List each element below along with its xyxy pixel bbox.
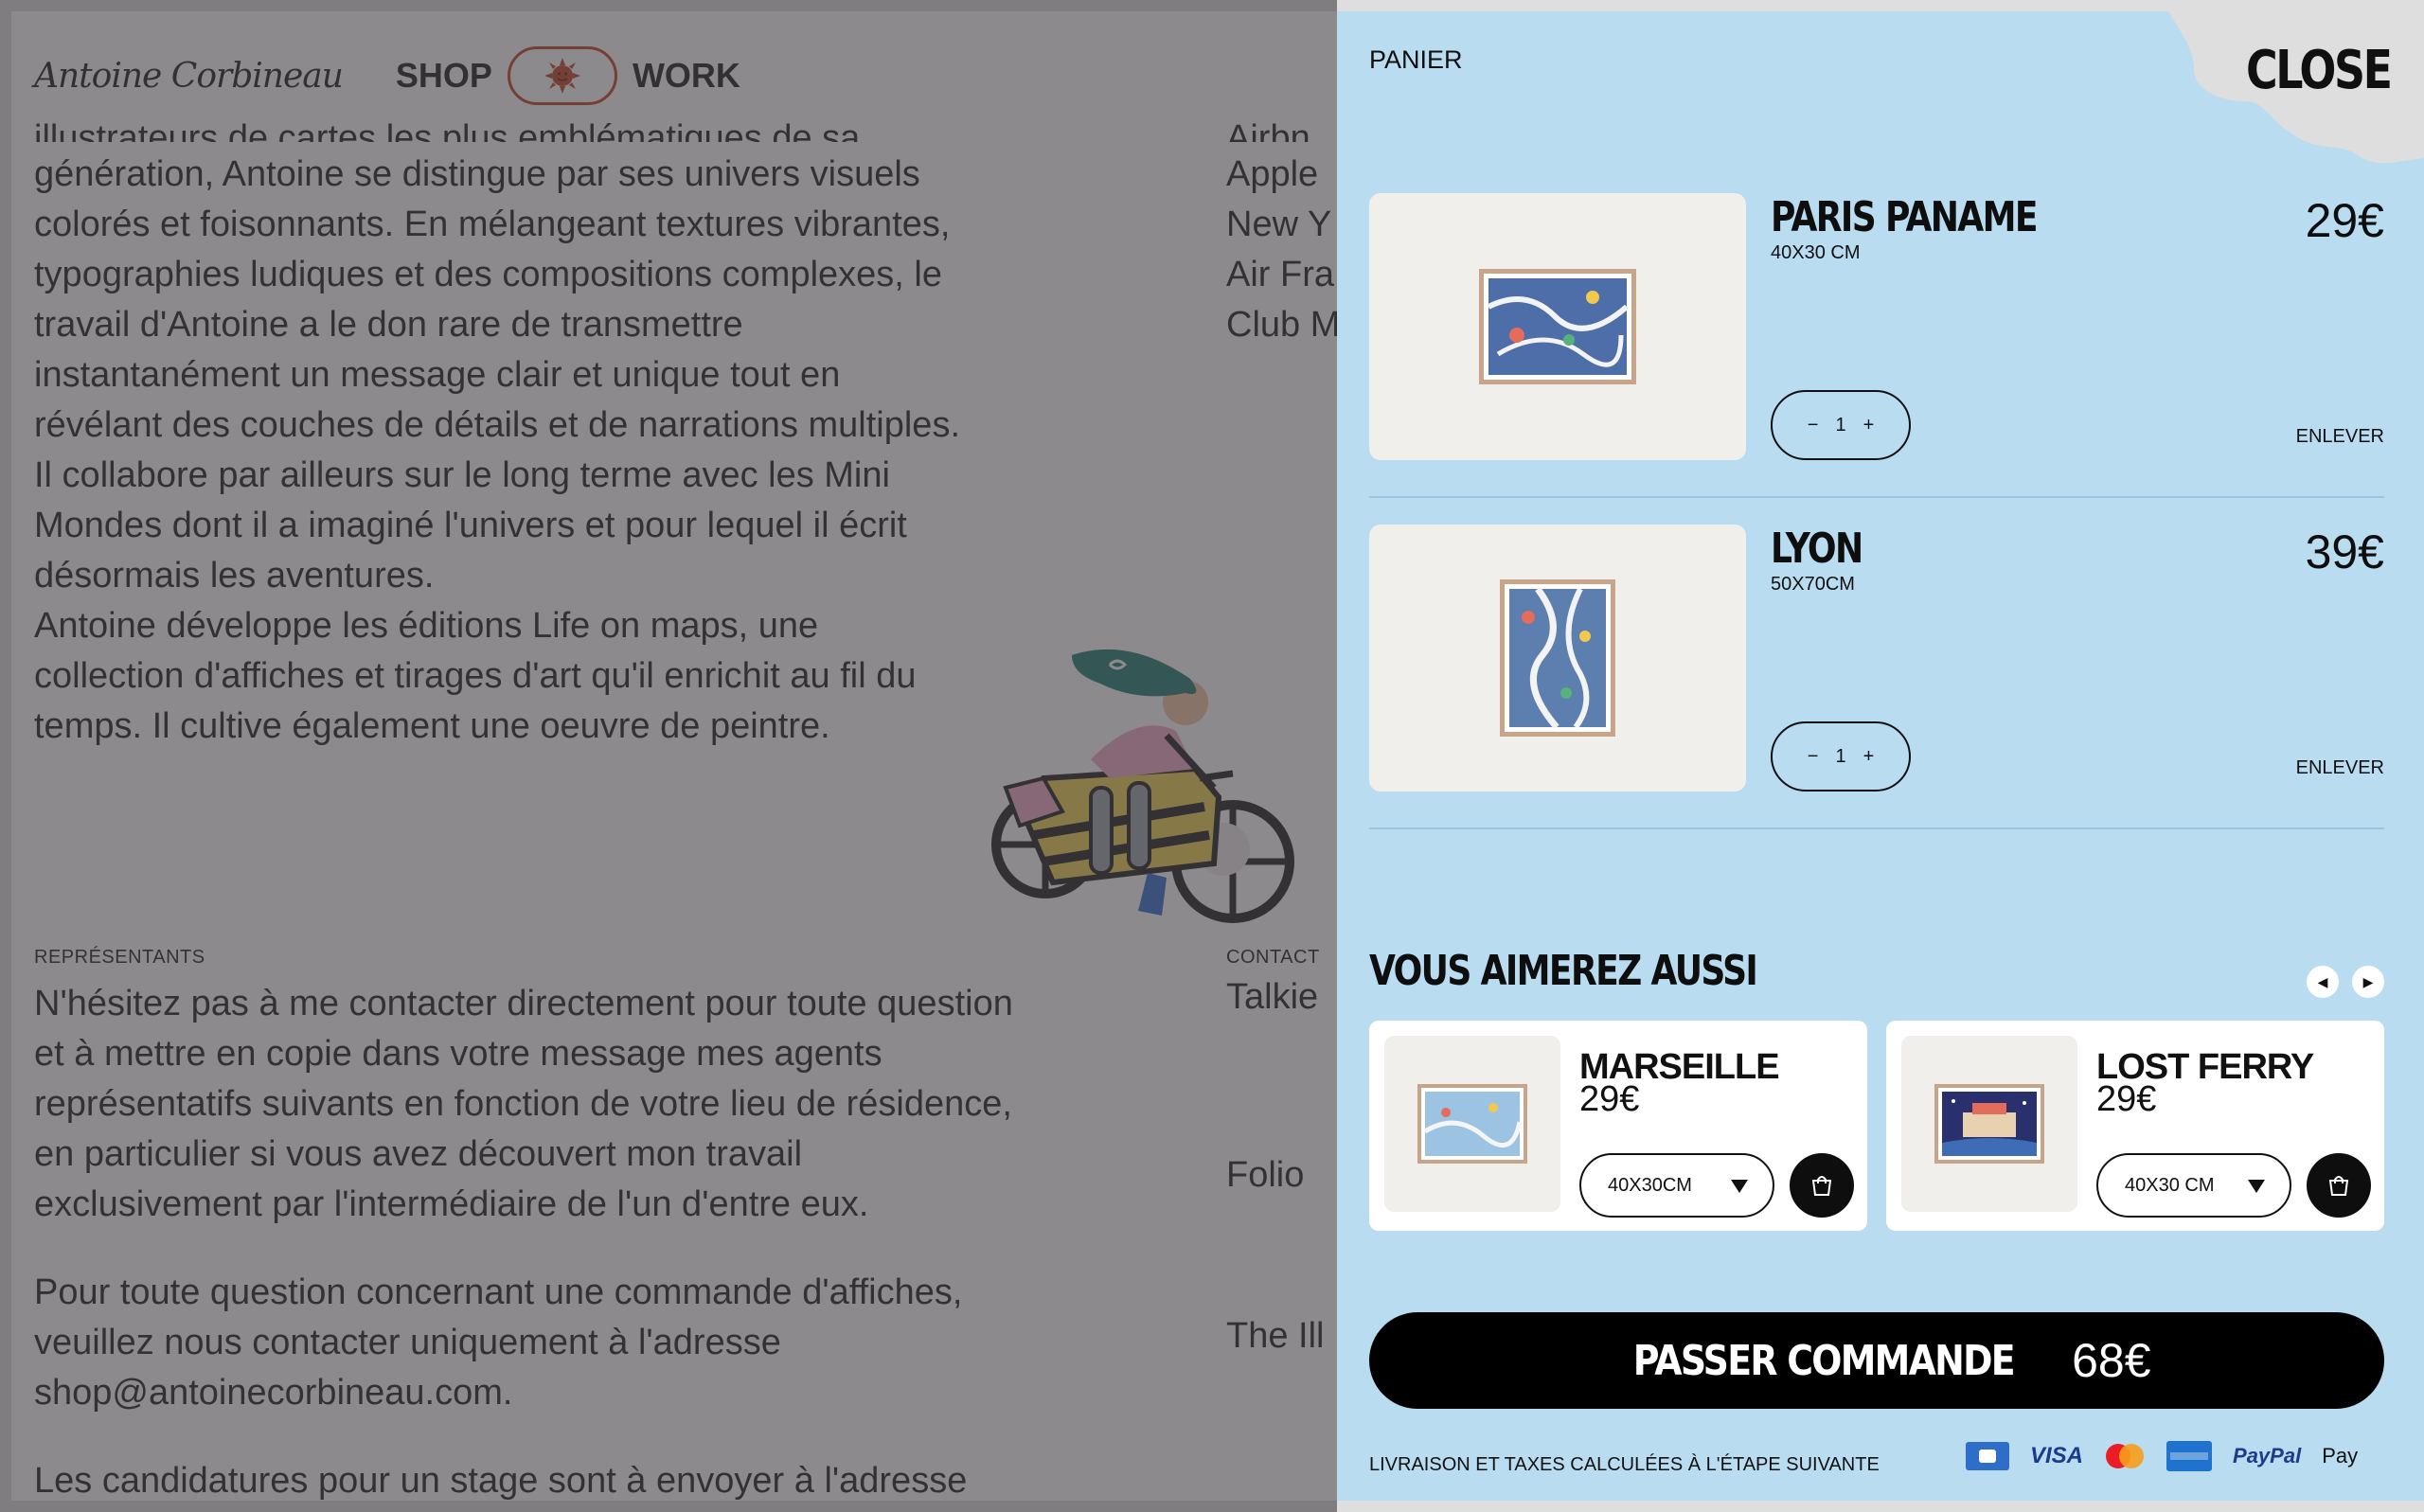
recommendations-title: VOUS AIMEREZ AUSSI xyxy=(1369,947,1757,995)
cart-drawer xyxy=(1337,11,2424,1501)
checkout-label: PASSER COMMANDE xyxy=(1633,1336,2015,1385)
decrement-button[interactable]: − xyxy=(1807,745,1819,767)
payment-methods xyxy=(1966,1441,2358,1471)
product-name[interactable]: LYON xyxy=(1771,525,1863,573)
increment-button[interactable]: + xyxy=(1863,745,1875,767)
product-thumbnail[interactable] xyxy=(1369,525,1746,792)
product-price: 29€ xyxy=(2096,1079,2157,1119)
product-size: 50X70CM xyxy=(1771,574,1855,595)
card-icon xyxy=(1966,1441,2009,1471)
paypal-icon xyxy=(2233,1441,2301,1471)
add-to-cart-button[interactable] xyxy=(1790,1153,1854,1218)
carousel-prev-button[interactable] xyxy=(2307,966,2339,998)
cart-icon xyxy=(1809,1172,1835,1199)
quantity-stepper xyxy=(1771,721,1911,792)
product-size: 40X30 CM xyxy=(1771,242,1861,263)
poster-paris-image xyxy=(1479,269,1636,384)
product-price: 39€ xyxy=(2305,525,2384,578)
product-name[interactable]: PARIS PANAME xyxy=(1771,193,2037,241)
quantity-value: 1 xyxy=(1835,414,1846,436)
carousel-next-button[interactable] xyxy=(2352,966,2384,998)
chevron-down-icon xyxy=(2248,1180,2265,1193)
decrement-button[interactable]: − xyxy=(1807,414,1819,436)
size-select[interactable] xyxy=(1579,1153,1774,1218)
product-name[interactable]: MARSEILLE xyxy=(1579,1047,1779,1087)
checkout-total: 68€ xyxy=(2072,1334,2151,1387)
cart-item xyxy=(1369,525,2384,839)
visa-label: VISA xyxy=(2030,1443,2084,1468)
arrow-left-icon: ◀ xyxy=(2317,973,2328,989)
chevron-down-icon xyxy=(1731,1180,1748,1193)
mastercard-icon xyxy=(2104,1441,2146,1471)
amex-icon xyxy=(2166,1441,2212,1471)
size-select[interactable] xyxy=(2096,1153,2291,1218)
remove-button[interactable]: ENLEVER xyxy=(2295,426,2384,447)
quantity-value: 1 xyxy=(1835,745,1846,767)
close-button[interactable]: CLOSE xyxy=(2246,40,2391,101)
product-thumbnail[interactable] xyxy=(1369,193,1746,460)
divider xyxy=(1369,496,2384,498)
product-price: 29€ xyxy=(1579,1079,1640,1119)
product-price: 29€ xyxy=(2305,194,2384,247)
poster-lost-ferry-image xyxy=(1934,1084,2044,1164)
add-to-cart-button[interactable] xyxy=(2307,1153,2371,1218)
checkout-button[interactable] xyxy=(1369,1312,2384,1409)
apple-pay-label: Pay xyxy=(2322,1444,2359,1468)
size-select-value: 40X30CM xyxy=(1608,1174,1692,1196)
quantity-stepper xyxy=(1771,390,1911,460)
apple-pay-icon xyxy=(2322,1441,2358,1471)
shipping-note: LIVRAISON ET TAXES CALCULÉES À L'ÉTAPE SUIVANTE xyxy=(1369,1454,1880,1475)
visa-icon xyxy=(2030,1441,2083,1471)
poster-lyon-image xyxy=(1500,579,1615,737)
remove-button[interactable]: ENLEVER xyxy=(2295,757,2384,778)
increment-button[interactable]: + xyxy=(1863,414,1875,436)
divider xyxy=(1369,827,2384,829)
size-select-value: 40X30 CM xyxy=(2125,1174,2215,1196)
cart-title: PANIER xyxy=(1369,45,1463,74)
recommendation-card xyxy=(1886,1021,2384,1231)
cart-icon xyxy=(2326,1172,2352,1199)
product-name[interactable]: LOST FERRY xyxy=(2096,1047,2314,1087)
paypal-label: PayPal xyxy=(2233,1444,2302,1468)
product-thumbnail[interactable] xyxy=(1901,1036,2077,1212)
recommendation-card xyxy=(1369,1021,1867,1231)
product-thumbnail[interactable] xyxy=(1384,1036,1560,1212)
arrow-right-icon: ▶ xyxy=(2362,973,2374,989)
cart-item xyxy=(1369,193,2384,507)
poster-marseille-image xyxy=(1417,1084,1527,1164)
